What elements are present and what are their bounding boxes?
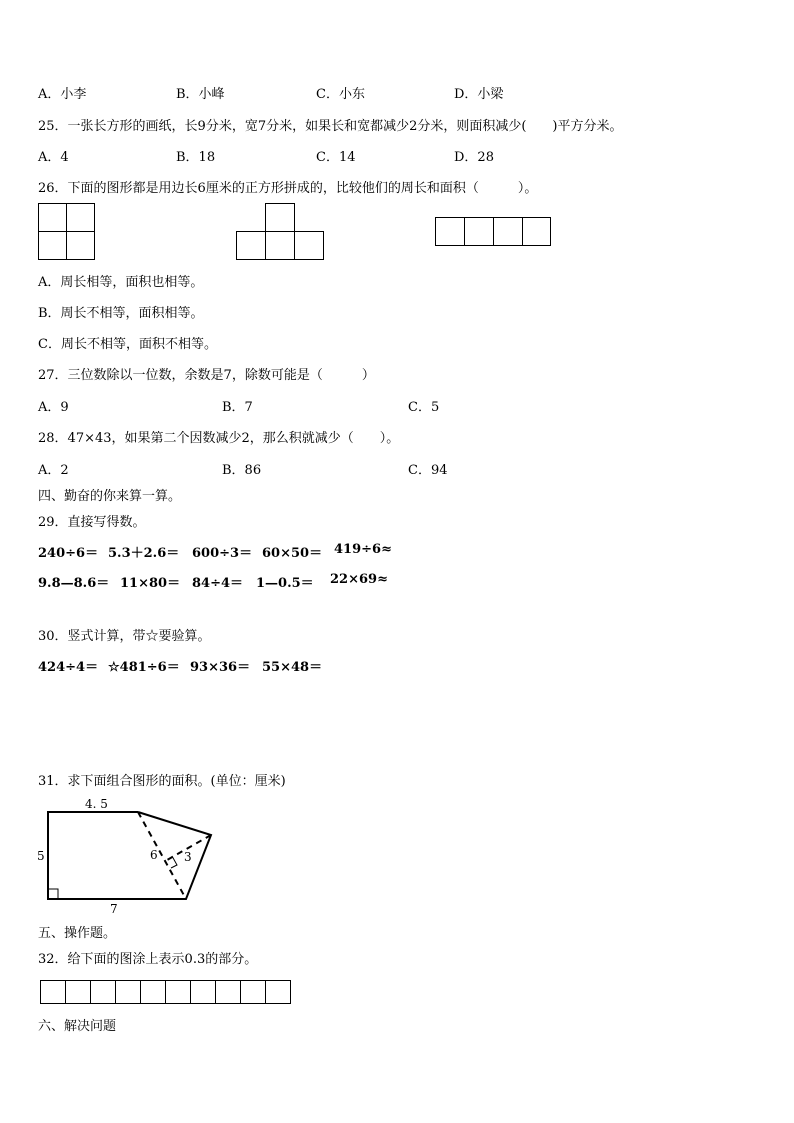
q25-question: 25．一张长方形的画纸，长9分米，宽7分米，如果长和宽都减少2分米，则面积减少( )平方分米。 <box>38 119 623 134</box>
q29-item: 11×80＝ <box>120 576 181 591</box>
q27-option-b: B．7 <box>222 400 253 415</box>
q25-option-b: B．18 <box>176 150 216 165</box>
q31-label-base: 3 <box>184 850 192 864</box>
q26-figure-row-of-four <box>435 217 553 247</box>
q30-question: 30．竖式计算，带☆要验算。 <box>38 629 211 644</box>
q32-grid-cell[interactable] <box>191 981 216 1004</box>
q29-item: 84÷4＝ <box>192 576 244 591</box>
q29-item: 1—0.5＝ <box>256 576 314 591</box>
q32-grid-cell[interactable] <box>266 981 291 1004</box>
q32-grid-cell[interactable] <box>91 981 116 1004</box>
q28-question: 28．47×43，如果第二个因数减少2，那么积就减少（ ）。 <box>38 431 400 446</box>
q24-option-d: D．小梁 <box>454 87 504 102</box>
q32-grid-cell[interactable] <box>116 981 141 1004</box>
q29-item: 419÷6≈ <box>334 542 392 557</box>
q26-figure-square-2x2 <box>38 203 96 261</box>
q27-option-c: C．5 <box>408 400 440 415</box>
section-5-title: 五、操作题。 <box>38 926 117 941</box>
q28-option-a: A．2 <box>38 463 69 478</box>
q27-question: 27．三位数除以一位数，余数是7，除数可能是（ ） <box>38 368 375 383</box>
q32-grid-cell[interactable] <box>241 981 266 1004</box>
q29-item: 22×69≈ <box>330 572 388 587</box>
q32-grid-cell[interactable] <box>141 981 166 1004</box>
q31-label-height: 6 <box>150 848 158 862</box>
q29-item: 5.3＋2.6＝ <box>108 546 180 561</box>
q31-composite-figure <box>30 795 230 920</box>
q28-option-b: B．86 <box>222 463 262 478</box>
q31-question: 31．求下面组合图形的面积。(单位：厘米) <box>38 774 286 789</box>
q32-grid-cell[interactable] <box>41 981 66 1004</box>
q25-option-d: D．28 <box>454 150 494 165</box>
q29-item: 60×50＝ <box>262 546 323 561</box>
q27-option-a: A．9 <box>38 400 69 415</box>
q26-option-b: B．周长不相等，面积相等。 <box>38 306 204 321</box>
q26-question: 26．下面的图形都是用边长6厘米的正方形拼成的，比较他们的周长和面积（ ）。 <box>38 181 538 196</box>
q32-grid-cell[interactable] <box>166 981 191 1004</box>
q30-item: 93×36＝ <box>190 660 251 675</box>
q31-right-angle-corner <box>48 889 58 899</box>
q24-option-c: C．小东 <box>316 87 365 102</box>
q32-grid-cell[interactable] <box>66 981 91 1004</box>
q24-option-a: A．小李 <box>38 87 87 102</box>
q32-grid-cell[interactable] <box>216 981 241 1004</box>
q29-item: 600÷3＝ <box>192 546 253 561</box>
q29-item: 240÷6＝ <box>38 546 99 561</box>
q26-option-a: A．周长相等，面积也相等。 <box>38 275 204 290</box>
q28-option-c: C．94 <box>408 463 448 478</box>
q32-question: 32．给下面的图涂上表示0.3的部分。 <box>38 952 258 967</box>
q26-figure-t-shape <box>236 203 326 261</box>
q30-item: 55×48＝ <box>262 660 323 675</box>
q31-label-left: 5 <box>37 849 45 863</box>
section-6-title: 六、解决问题 <box>38 1019 117 1034</box>
q32-grid <box>40 980 292 1005</box>
q31-label-top: 4. 5 <box>85 797 108 811</box>
section-4-title: 四、勤奋的你来算一算。 <box>38 489 182 504</box>
q25-option-c: C．14 <box>316 150 356 165</box>
q24-option-b: B．小峰 <box>176 87 225 102</box>
q30-item: ☆481÷6＝ <box>108 660 180 675</box>
q29-question: 29．直接写得数。 <box>38 515 146 530</box>
q31-label-bottom: 7 <box>110 902 118 916</box>
q26-option-c: C．周长不相等，面积不相等。 <box>38 337 217 352</box>
q30-item: 424÷4＝ <box>38 660 99 675</box>
q29-item: 9.8—8.6＝ <box>38 576 110 591</box>
q25-option-a: A．4 <box>38 150 69 165</box>
